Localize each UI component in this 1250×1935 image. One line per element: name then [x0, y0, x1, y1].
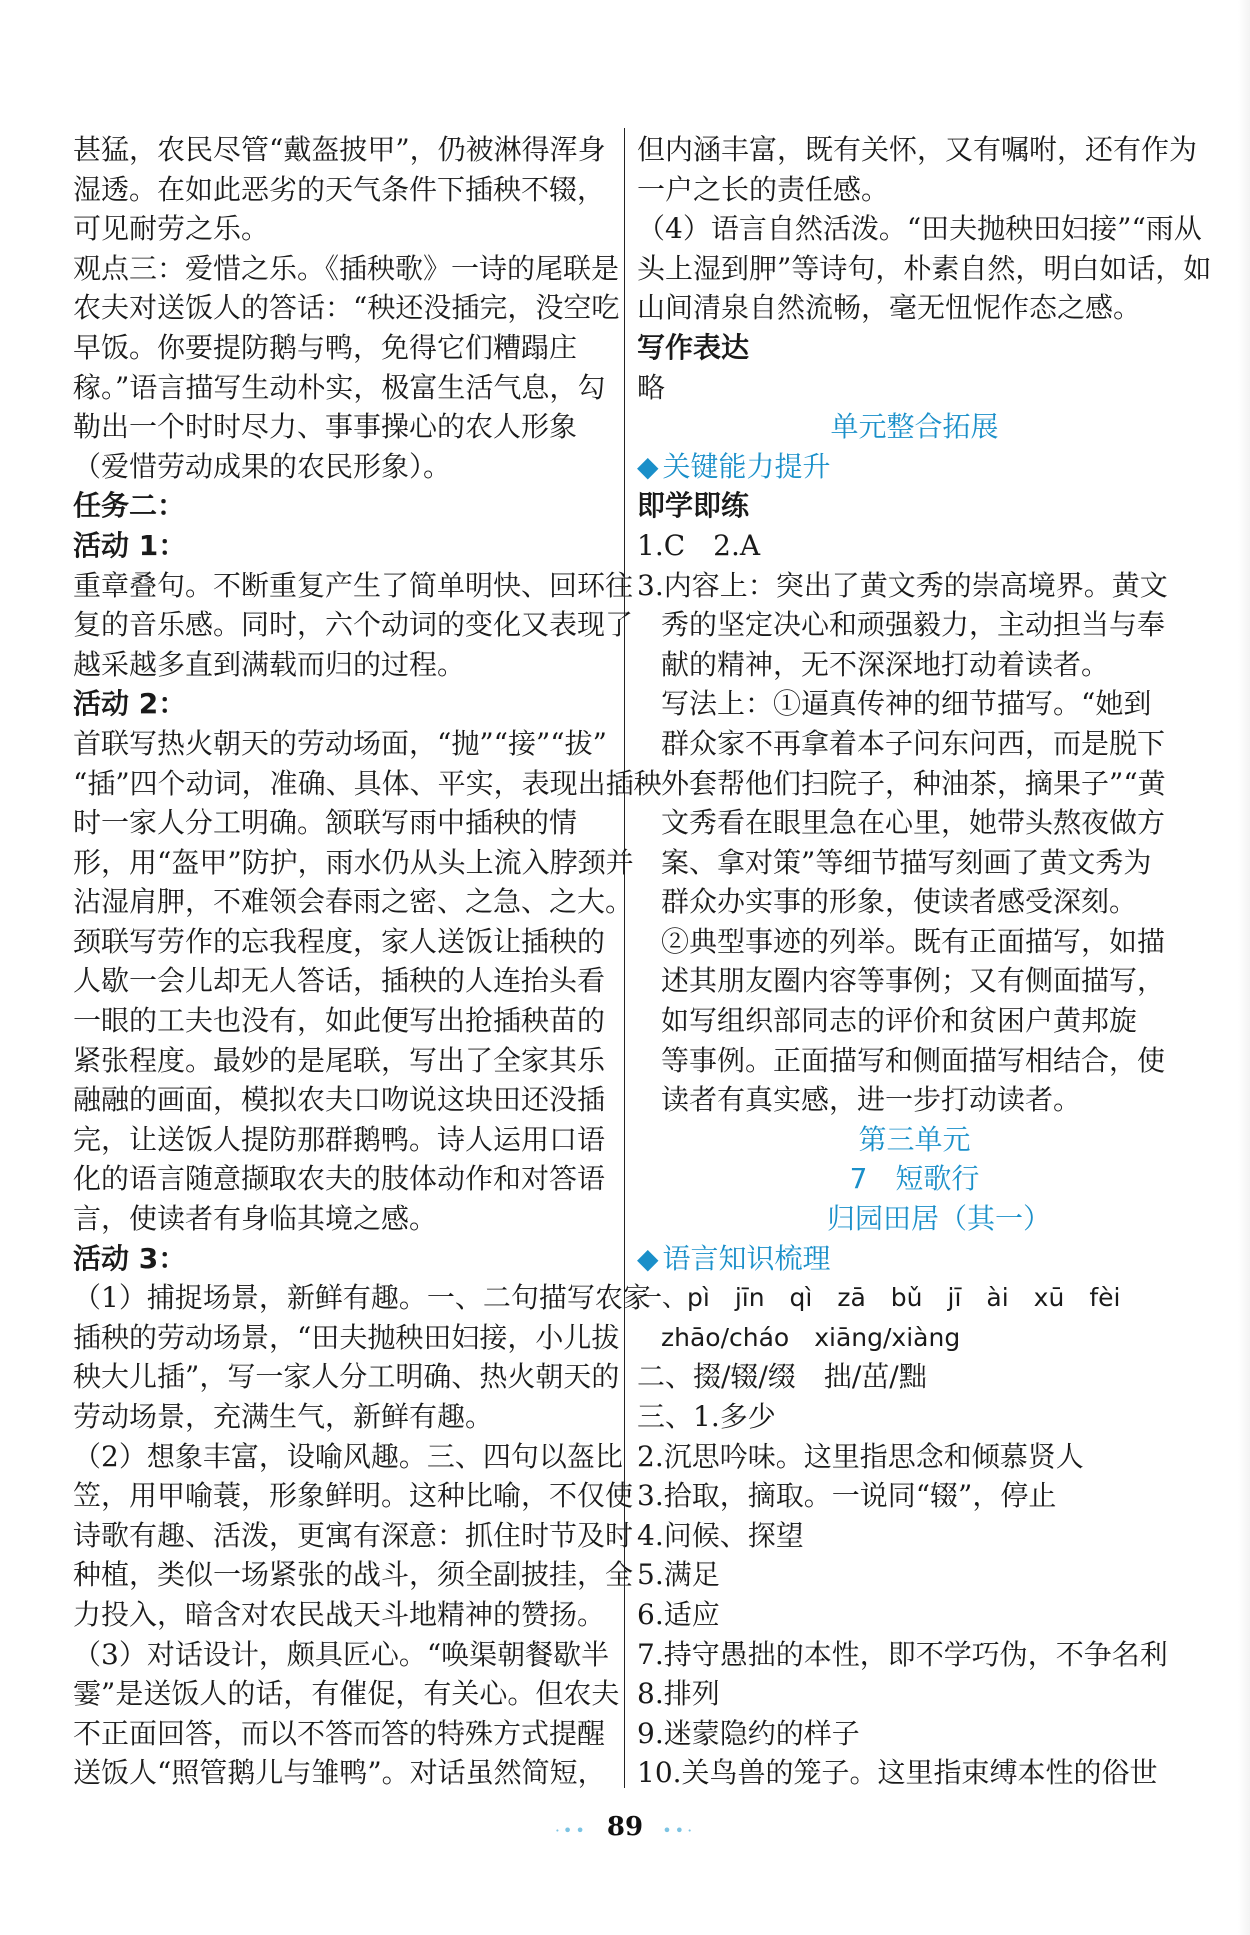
text-line: 颈联写劳作的忘我程度，家人送饭让插秧的: [73, 924, 606, 958]
text-line: （1）捕捉场景，新鲜有趣。一、二句描写农家: [73, 1281, 651, 1315]
lesson-title: 归园田居（其一）: [827, 1202, 1052, 1236]
text-line: 写法上：①逼真传神的细节描写。“她到: [661, 687, 1152, 721]
page-footer: [0, 1812, 1250, 1842]
section-heading: 即学即练: [637, 489, 750, 523]
text-line: 早饭。你要提防鹅与鸭，免得它们糟蹋庄: [73, 330, 578, 364]
section-heading: 写作表达: [637, 330, 750, 364]
subsection-heading-text: 语言知识梳理: [662, 1241, 831, 1275]
text-line: 一眼的工夫也没有，如此便写出抢插秧苗的: [73, 1004, 606, 1038]
text-line: 越采越多直到满载而归的过程。: [73, 647, 466, 681]
text-line: 送饭人“照管鹅儿与雏鸭”。对话虽然简短，: [73, 1756, 606, 1790]
text-line: 湿透。在如此恶劣的天气条件下插秧不辍，: [73, 172, 606, 206]
text-line: 案、拿对策”等细节描写刻画了黄文秀为: [661, 845, 1152, 879]
scan-edge-shadow: [1238, 0, 1250, 1935]
diamond-icon: ◆: [637, 1241, 659, 1275]
text-line: 略: [637, 370, 666, 404]
diamond-icon: ◆: [637, 449, 659, 483]
text-line: 笠，用甲喻蓑，形象鲜明。这种比喻，不仅使: [73, 1479, 634, 1513]
text-line: 融融的画面，模拟农夫口吻说这块田还没插: [73, 1083, 606, 1117]
text-line: 5.满足: [637, 1558, 720, 1592]
text-line: 二、掇/辍/缀 拙/茁/黜: [637, 1360, 927, 1394]
text-line: ②典型事迹的列举。既有正面描写，如描: [661, 924, 1166, 958]
text-line: 4.问候、探望: [637, 1518, 804, 1552]
pinyin-line: zhāo/cháo xiāng/xiàng: [661, 1322, 961, 1352]
text-line: 化的语言随意撷取农夫的肢体动作和对答语: [73, 1162, 606, 1196]
left-column: [73, 130, 662, 1793]
text-line: 山间清泉自然流畅，毫无忸怩作态之感。: [637, 291, 1142, 325]
text-line: 三、1.多少: [637, 1400, 776, 1433]
text-line: 3.拾取，摘取。一说同“辍”，停止: [637, 1479, 1057, 1513]
text-line: 6.适应: [637, 1597, 720, 1631]
unit-title: 单元整合拓展: [830, 410, 999, 444]
text-line: 不正面回答，而以不答而答的特殊方式提醒: [73, 1716, 606, 1750]
text-line: （4）语言自然活泼。“田夫抛秧田妇接”“雨从: [637, 212, 1202, 246]
text-line: 群众家不再拿着本子问东问西，而是脱下: [661, 726, 1166, 760]
text-line: 种植，类似一场紧张的战斗，须全副披挂，全: [73, 1558, 634, 1592]
unit-title: 第三单元: [858, 1122, 971, 1156]
section-heading: 活动 3：: [73, 1241, 187, 1275]
text-line: 时一家人分工明确。颔联写雨中插秧的情: [73, 806, 578, 840]
text-line: 插秧的劳动场景，“田夫抛秧田妇接，小儿拔: [73, 1320, 620, 1354]
text-line: 2.沉思吟味。这里指思念和倾慕贤人: [637, 1439, 1084, 1473]
subsection-heading-text: 关键能力提升: [662, 449, 831, 483]
subsection-heading: [637, 1239, 1192, 1279]
text-line: 一户之长的责任感。: [637, 172, 890, 206]
text-line: 外套帮他们扫院子，种油茶，摘果子”“黄: [661, 766, 1166, 800]
text-line: 完，让送饭人提防那群鹅鸭。诗人运用口语: [73, 1122, 606, 1156]
text-line: 秀的坚定决心和顽强毅力，主动担当与奉: [661, 608, 1166, 642]
text-line: 沾湿肩胛，不难领会春雨之密、之急、之大。: [73, 885, 634, 919]
text-line: 群众办实事的形象，使读者感受深刻。: [661, 885, 1138, 919]
text-line: 秧大儿插”，写一家人分工明确、热火朝天的: [73, 1360, 620, 1394]
text-line: 3.内容上：突出了黄文秀的崇高境界。黄文: [637, 568, 1168, 602]
text-line: 10.关鸟兽的笼子。这里指束缚本性的俗世: [637, 1756, 1158, 1790]
text-line: 劳动场景，充满生气，新鲜有趣。: [73, 1400, 494, 1433]
text-line: 诗歌有趣、活泼，更寓有深意：抓住时节及时: [73, 1518, 634, 1552]
pinyin-line: 一、pì jīn qì zā bǔ jī ài xū fèi: [637, 1283, 1121, 1313]
text-line: 读者有真实感，进一步打动读者。: [661, 1083, 1082, 1117]
text-line: 1.C 2.A: [637, 528, 761, 562]
text-line: 甚猛，农民尽管“戴盔披甲”，仍被淋得浑身: [73, 133, 606, 166]
text-line: （3）对话设计，颇具匠心。“唤渠朝餐歇半: [73, 1637, 610, 1671]
section-heading: 活动 1：: [73, 528, 187, 562]
text-line: 头上湿到胛”等诗句，朴素自然，明白如话，如: [637, 251, 1212, 285]
text-line: （2）想象丰富，设喻风趣。三、四句以盔比: [73, 1439, 623, 1473]
text-line: 8.排列: [637, 1677, 720, 1711]
subsection-heading: [637, 447, 1192, 487]
page-number: 89: [606, 1812, 644, 1842]
text-line: 人歇一会儿却无人答话，插秧的人连抬头看: [73, 964, 606, 998]
right-dots-ornament: ••·: [662, 1821, 696, 1840]
text-line: 首联写热火朝天的劳动场面，“抛”“接”“拔”: [73, 726, 607, 760]
text-line: 霎”是送饭人的话，有催促，有关心。但农夫: [73, 1677, 620, 1711]
text-line: 观点三：爱惜之乐。《插秧歌》一诗的尾联是: [73, 251, 620, 285]
text-line: 农夫对送饭人的答话：“秧还没插完，没空吃: [73, 291, 620, 325]
unit-title: 7 短歌行: [849, 1162, 980, 1196]
text-line: （爱惜劳动成果的农民形象）。: [73, 449, 452, 483]
text-line: 重章叠句。不断重复产生了简单明快、回环往: [73, 568, 634, 602]
text-line: 述其朋友圈内容等事例；又有侧面描写，: [661, 964, 1166, 998]
left-dots-ornament: ·••: [554, 1821, 588, 1840]
text-line: 紧张程度。最妙的是尾联，写出了全家其乐: [73, 1043, 606, 1077]
text-line: 如写组织部同志的评价和贫困户黄邦旋: [661, 1004, 1138, 1038]
text-line: 可见耐劳之乐。: [73, 212, 270, 246]
text-line: 形，用“盔甲”防护，雨水仍从头上流入脖颈并: [73, 845, 634, 879]
text-line: 但内涵丰富，既有关怀，又有嘱咐，还有作为: [637, 133, 1198, 166]
text-line: 9.迷蒙隐约的样子: [637, 1716, 860, 1750]
text-line: 勒出一个时时尽力、事事操心的农人形象: [73, 410, 578, 444]
text-line: 言，使读者有身临其境之感。: [73, 1202, 438, 1236]
text-line: 7.持守愚拙的本性，即不学巧伪，不争名利: [637, 1637, 1168, 1671]
text-line: 力投入，暗含对农民战天斗地精神的赞扬。: [73, 1597, 606, 1631]
text-line: 等事例。正面描写和侧面描写相结合，使: [661, 1043, 1166, 1077]
right-column: [637, 130, 1212, 1793]
section-heading: 任务二：: [73, 489, 186, 523]
text-line: 复的音乐感。同时，六个动词的变化又表现了: [73, 608, 634, 642]
text-line: 献的精神，无不深深地打动着读者。: [661, 647, 1110, 681]
text-line: 稼。”语言描写生动朴实，极富生活气息，勾: [73, 370, 606, 404]
text-line: “插”四个动词，准确、具体、平实，表现出插秧: [73, 766, 662, 800]
text-line: 文秀看在眼里急在心里，她带头熬夜做方: [661, 806, 1166, 840]
section-heading: 活动 2：: [73, 687, 187, 721]
